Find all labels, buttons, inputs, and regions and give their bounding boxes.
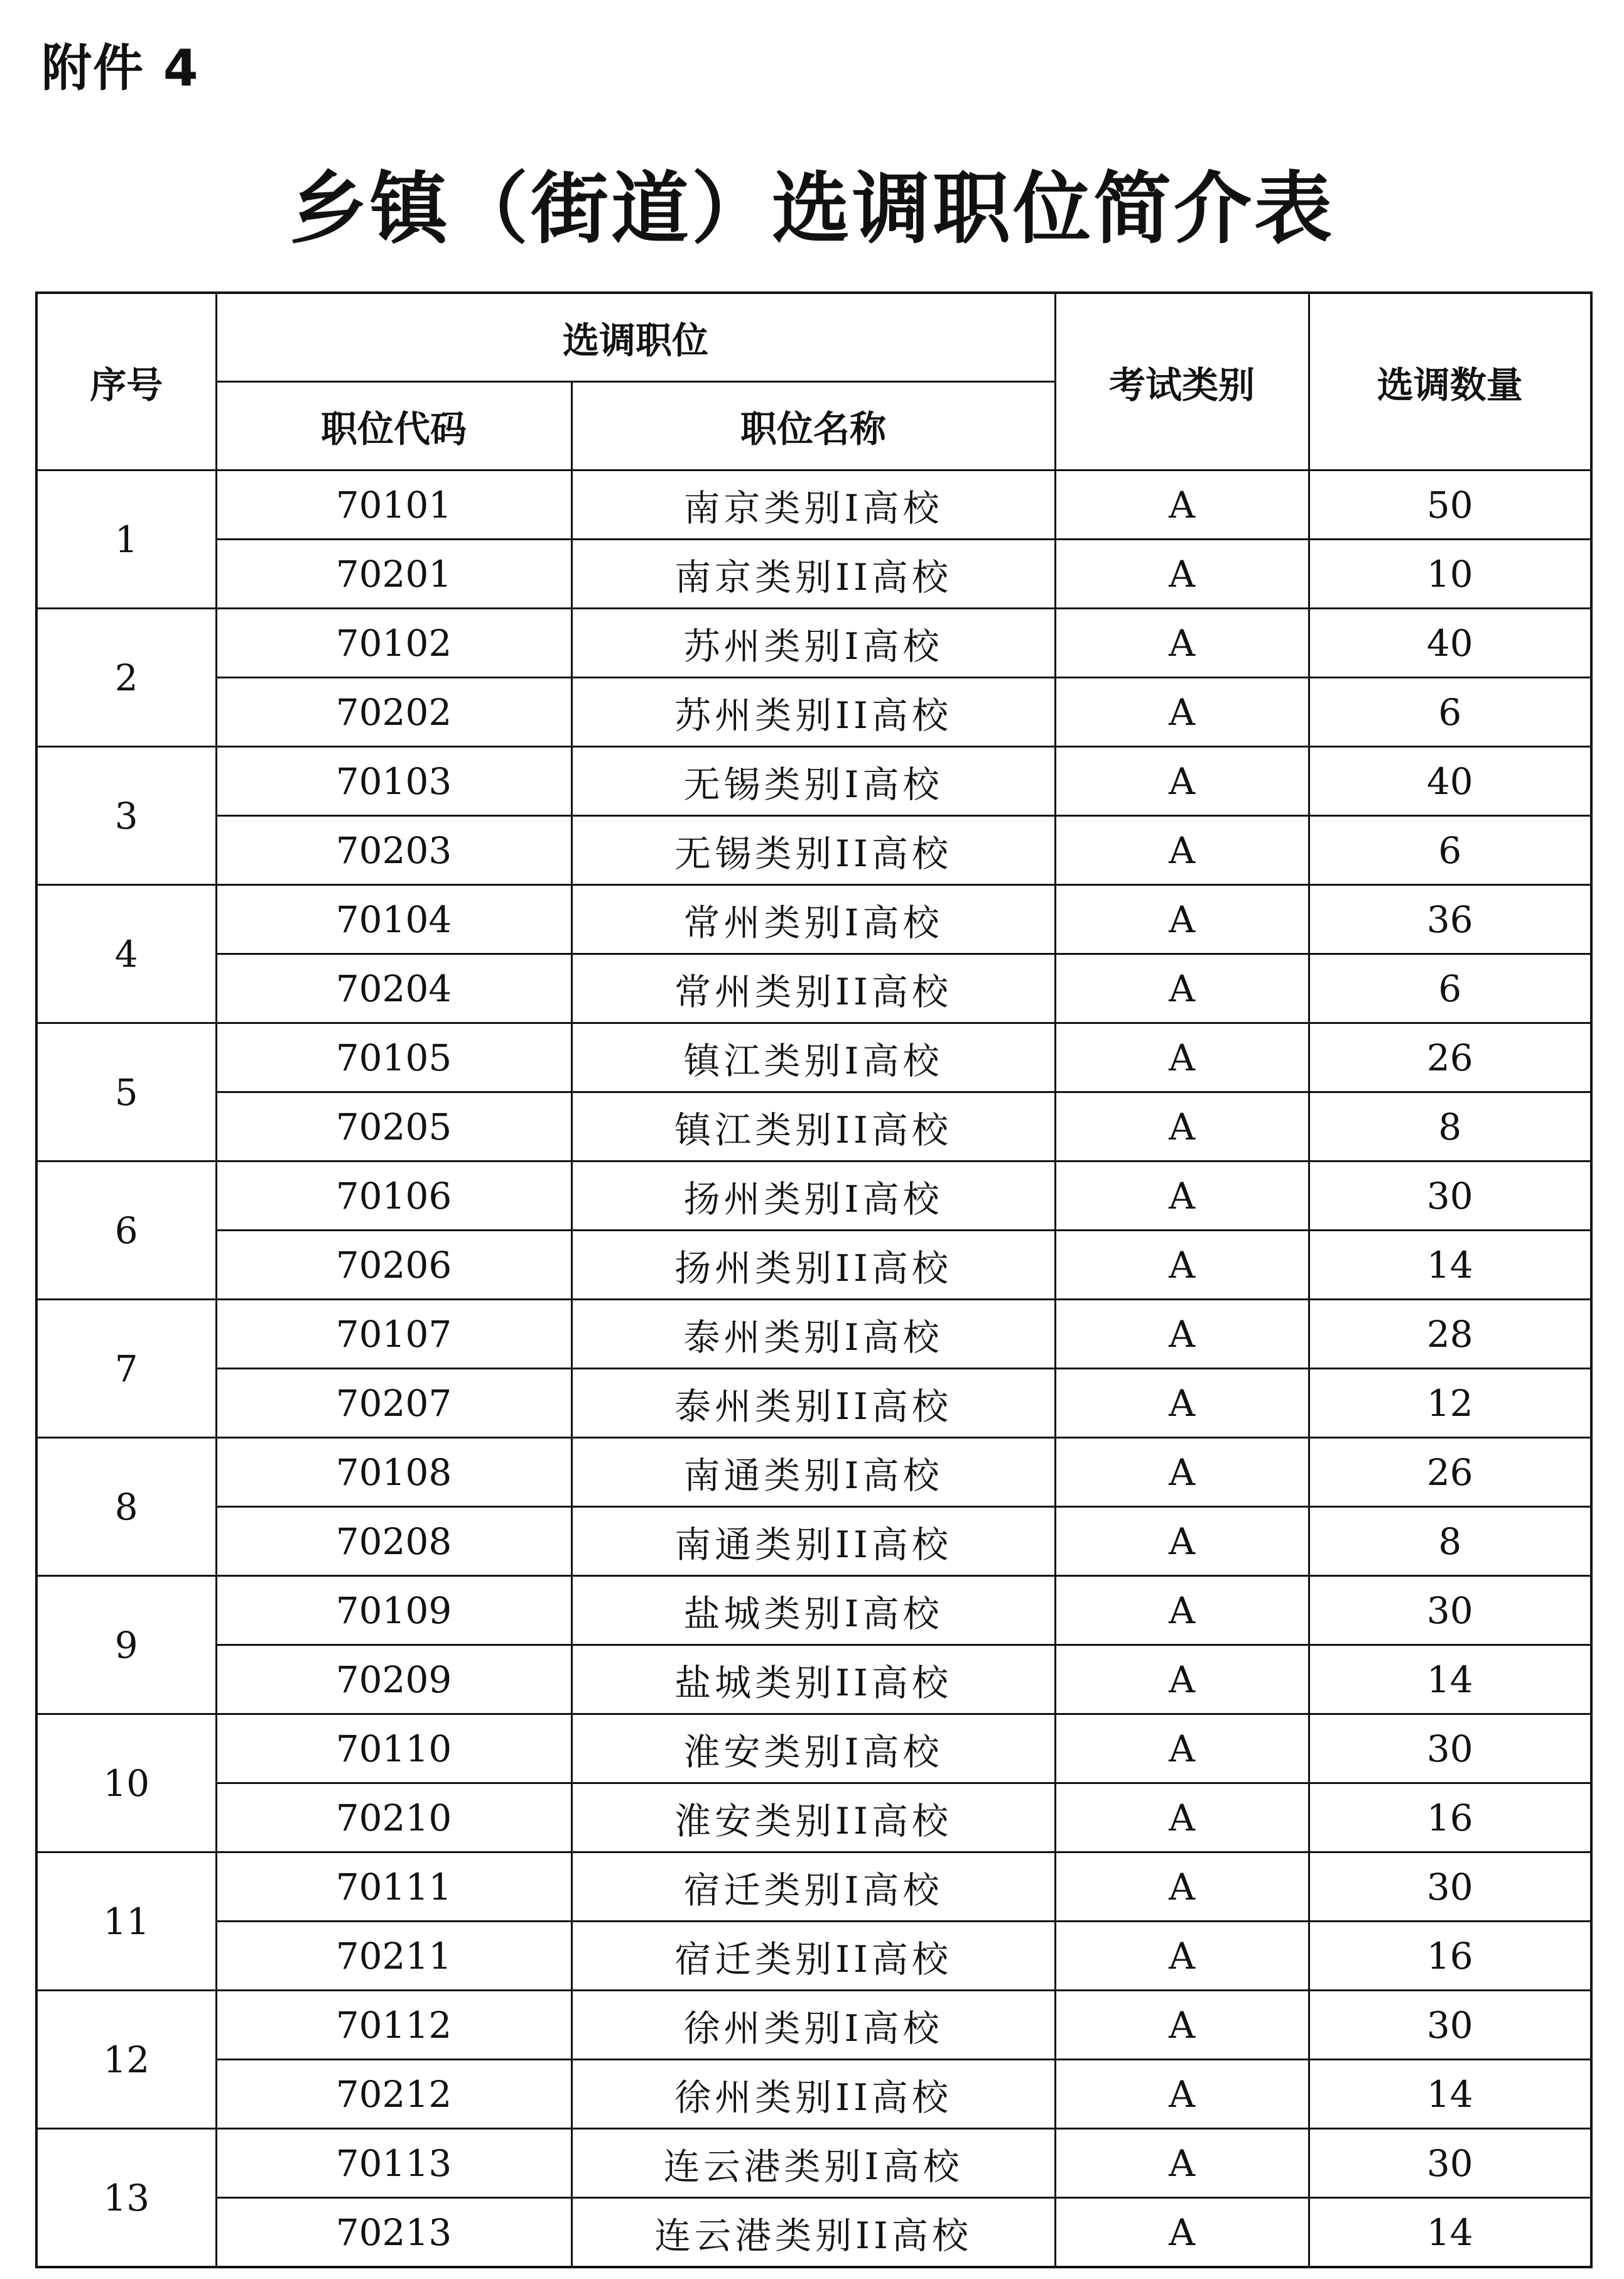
row-seq: 10 xyxy=(36,1714,216,1852)
row-exam-category: A xyxy=(1055,1369,1309,1438)
row-quantity: 16 xyxy=(1309,1783,1591,1852)
row-code: 70207 xyxy=(216,1369,571,1438)
row-name: 扬州类别II高校 xyxy=(571,1231,1055,1300)
row-quantity: 16 xyxy=(1309,1922,1591,1991)
table-row xyxy=(36,2198,1591,2268)
row-code: 70208 xyxy=(216,1507,571,1576)
row-name: 镇江类别I高校 xyxy=(571,1023,1055,1092)
row-seq: 7 xyxy=(36,1300,216,1438)
row-name: 泰州类别II高校 xyxy=(571,1369,1055,1438)
row-exam-category: A xyxy=(1055,1092,1309,1161)
row-exam-category: A xyxy=(1055,954,1309,1023)
row-code: 70213 xyxy=(216,2198,571,2268)
row-quantity: 6 xyxy=(1309,816,1591,885)
row-exam-category: A xyxy=(1055,816,1309,885)
row-seq: 13 xyxy=(36,2129,216,2268)
row-seq: 3 xyxy=(36,747,216,885)
row-exam-category: A xyxy=(1055,2129,1309,2198)
table-row xyxy=(36,1922,1591,1991)
row-name: 宿迁类别II高校 xyxy=(571,1922,1055,1991)
row-exam-category: A xyxy=(1055,2060,1309,2129)
row-name: 泰州类别I高校 xyxy=(571,1300,1055,1369)
row-code: 70203 xyxy=(216,816,571,885)
table-body xyxy=(36,470,1591,2268)
table-row xyxy=(36,609,1591,678)
row-exam-category: A xyxy=(1055,1300,1309,1369)
table-header xyxy=(36,293,1591,470)
table-row xyxy=(36,1369,1591,1438)
row-quantity: 30 xyxy=(1309,2129,1591,2198)
row-name: 南京类别II高校 xyxy=(571,540,1055,609)
row-name: 镇江类别II高校 xyxy=(571,1092,1055,1161)
row-code: 70108 xyxy=(216,1438,571,1507)
row-code: 70107 xyxy=(216,1300,571,1369)
row-name: 南通类别I高校 xyxy=(571,1438,1055,1507)
row-exam-category: A xyxy=(1055,540,1309,609)
row-name: 连云港类别II高校 xyxy=(571,2198,1055,2268)
row-name: 扬州类别I高校 xyxy=(571,1161,1055,1231)
row-quantity: 6 xyxy=(1309,678,1591,747)
row-code: 70110 xyxy=(216,1714,571,1783)
row-exam-category: A xyxy=(1055,1991,1309,2060)
row-seq: 5 xyxy=(36,1023,216,1161)
table-row xyxy=(36,1991,1591,2060)
header-quantity: 选调数量 xyxy=(1309,293,1591,470)
table-row xyxy=(36,1300,1591,1369)
row-code: 70102 xyxy=(216,609,571,678)
row-name: 徐州类别II高校 xyxy=(571,2060,1055,2129)
header-seq: 序号 xyxy=(36,293,216,470)
row-seq: 1 xyxy=(36,470,216,609)
table-row xyxy=(36,1231,1591,1300)
row-seq: 8 xyxy=(36,1438,216,1576)
row-seq: 6 xyxy=(36,1161,216,1300)
row-name: 常州类别I高校 xyxy=(571,885,1055,954)
row-quantity: 30 xyxy=(1309,1576,1591,1645)
row-quantity: 40 xyxy=(1309,747,1591,816)
row-quantity: 28 xyxy=(1309,1300,1591,1369)
table-row xyxy=(36,1852,1591,1922)
table-row xyxy=(36,470,1591,540)
row-quantity: 14 xyxy=(1309,2060,1591,2129)
row-name: 南通类别II高校 xyxy=(571,1507,1055,1576)
row-quantity: 12 xyxy=(1309,1369,1591,1438)
attachment-label: 附件 4 xyxy=(41,39,200,97)
row-exam-category: A xyxy=(1055,1507,1309,1576)
row-quantity: 14 xyxy=(1309,1645,1591,1714)
row-code: 70212 xyxy=(216,2060,571,2129)
row-quantity: 30 xyxy=(1309,1852,1591,1922)
table-row xyxy=(36,540,1591,609)
row-seq: 12 xyxy=(36,1991,216,2129)
row-quantity: 36 xyxy=(1309,885,1591,954)
row-exam-category: A xyxy=(1055,1645,1309,1714)
row-quantity: 50 xyxy=(1309,470,1591,540)
row-name: 连云港类别I高校 xyxy=(571,2129,1055,2198)
row-quantity: 40 xyxy=(1309,609,1591,678)
table-row xyxy=(36,1645,1591,1714)
row-quantity: 30 xyxy=(1309,1714,1591,1783)
row-exam-category: A xyxy=(1055,1783,1309,1852)
row-quantity: 8 xyxy=(1309,1092,1591,1161)
row-quantity: 14 xyxy=(1309,2198,1591,2268)
row-seq: 9 xyxy=(36,1576,216,1714)
row-exam-category: A xyxy=(1055,1161,1309,1231)
table-row xyxy=(36,954,1591,1023)
row-name: 常州类别II高校 xyxy=(571,954,1055,1023)
row-name: 无锡类别I高校 xyxy=(571,747,1055,816)
row-exam-category: A xyxy=(1055,678,1309,747)
table-row xyxy=(36,1023,1591,1092)
row-code: 70111 xyxy=(216,1852,571,1922)
row-code: 70105 xyxy=(216,1023,571,1092)
row-quantity: 30 xyxy=(1309,1161,1591,1231)
row-code: 70109 xyxy=(216,1576,571,1645)
row-quantity: 10 xyxy=(1309,540,1591,609)
row-exam-category: A xyxy=(1055,1231,1309,1300)
row-exam-category: A xyxy=(1055,2198,1309,2268)
header-position-group: 选调职位 xyxy=(216,293,1055,382)
row-quantity: 6 xyxy=(1309,954,1591,1023)
row-code: 70202 xyxy=(216,678,571,747)
row-seq: 11 xyxy=(36,1852,216,1991)
row-exam-category: A xyxy=(1055,747,1309,816)
table-row xyxy=(36,1438,1591,1507)
row-quantity: 8 xyxy=(1309,1507,1591,1576)
table-row xyxy=(36,1507,1591,1576)
row-code: 70201 xyxy=(216,540,571,609)
row-exam-category: A xyxy=(1055,1438,1309,1507)
row-code: 70101 xyxy=(216,470,571,540)
table-row xyxy=(36,1714,1591,1783)
row-code: 70103 xyxy=(216,747,571,816)
header-name: 职位名称 xyxy=(571,382,1055,470)
header-code: 职位代码 xyxy=(216,382,571,470)
table-row xyxy=(36,816,1591,885)
row-seq: 2 xyxy=(36,609,216,747)
row-exam-category: A xyxy=(1055,1852,1309,1922)
row-quantity: 30 xyxy=(1309,1991,1591,2060)
row-name: 淮安类别II高校 xyxy=(571,1783,1055,1852)
row-quantity: 14 xyxy=(1309,1231,1591,1300)
row-code: 70112 xyxy=(216,1991,571,2060)
position-table xyxy=(35,291,1593,2268)
row-quantity: 26 xyxy=(1309,1023,1591,1092)
row-name: 徐州类别I高校 xyxy=(571,1991,1055,2060)
table-row xyxy=(36,2129,1591,2198)
table-row xyxy=(36,1161,1591,1231)
row-exam-category: A xyxy=(1055,470,1309,540)
row-seq: 4 xyxy=(36,885,216,1023)
row-quantity: 26 xyxy=(1309,1438,1591,1507)
table-row xyxy=(36,2060,1591,2129)
row-code: 70106 xyxy=(216,1161,571,1231)
row-name: 盐城类别II高校 xyxy=(571,1645,1055,1714)
row-code: 70206 xyxy=(216,1231,571,1300)
row-exam-category: A xyxy=(1055,609,1309,678)
row-name: 苏州类别II高校 xyxy=(571,678,1055,747)
row-code: 70211 xyxy=(216,1922,571,1991)
table-row xyxy=(36,747,1591,816)
row-name: 无锡类别II高校 xyxy=(571,816,1055,885)
table-row xyxy=(36,1092,1591,1161)
header-exam-category: 考试类别 xyxy=(1055,293,1309,470)
row-name: 盐城类别I高校 xyxy=(571,1576,1055,1645)
row-exam-category: A xyxy=(1055,1714,1309,1783)
row-code: 70204 xyxy=(216,954,571,1023)
row-code: 70205 xyxy=(216,1092,571,1161)
row-exam-category: A xyxy=(1055,1922,1309,1991)
row-name: 苏州类别I高校 xyxy=(571,609,1055,678)
table-row xyxy=(36,678,1591,747)
page-title: 乡镇（街道）选调职位简介表 xyxy=(289,164,1334,254)
table-row xyxy=(36,1783,1591,1852)
row-code: 70209 xyxy=(216,1645,571,1714)
row-exam-category: A xyxy=(1055,1576,1309,1645)
table-row xyxy=(36,885,1591,954)
row-name: 宿迁类别I高校 xyxy=(571,1852,1055,1922)
row-code: 70210 xyxy=(216,1783,571,1852)
row-exam-category: A xyxy=(1055,885,1309,954)
row-name: 南京类别I高校 xyxy=(571,470,1055,540)
row-exam-category: A xyxy=(1055,1023,1309,1092)
table-row xyxy=(36,1576,1591,1645)
row-name: 淮安类别I高校 xyxy=(571,1714,1055,1783)
row-code: 70104 xyxy=(216,885,571,954)
row-code: 70113 xyxy=(216,2129,571,2198)
